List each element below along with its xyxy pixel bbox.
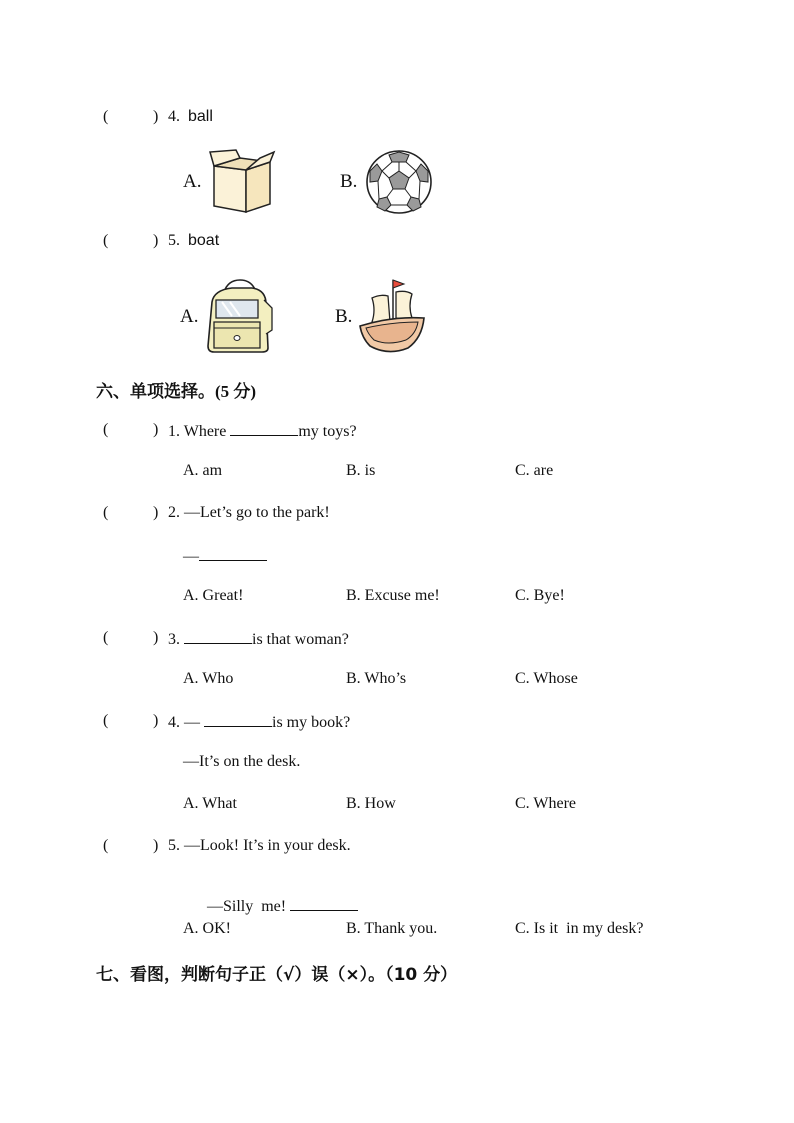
option-c: C. Whose bbox=[515, 670, 578, 687]
option-a: A. am bbox=[183, 462, 223, 479]
answer-paren-open: ( bbox=[103, 504, 109, 521]
reply-dash: — bbox=[183, 548, 199, 565]
option-c: C. are bbox=[515, 462, 554, 479]
answer-paren-close: ) bbox=[153, 837, 159, 854]
option-b: B. is bbox=[346, 462, 376, 479]
reply-text: —Silly me! bbox=[207, 898, 291, 915]
question-prompt: —Look! It’s in your desk. bbox=[184, 837, 351, 854]
option-b: B. Excuse me! bbox=[346, 587, 440, 604]
answer-paren-open: ( bbox=[103, 837, 109, 854]
question-number: 5. bbox=[168, 837, 180, 854]
box-icon bbox=[206, 148, 276, 216]
question-word: ball bbox=[188, 108, 213, 125]
answer-paren-open: ( bbox=[103, 108, 109, 125]
section-title-text: 六、单项选择。 bbox=[96, 382, 215, 402]
answer-paren-open: ( bbox=[103, 629, 109, 646]
reply-line bbox=[183, 546, 267, 566]
option-a: A. Who bbox=[183, 670, 234, 687]
answer-blank bbox=[184, 629, 252, 644]
question-number: 5. bbox=[168, 232, 180, 249]
option-b: B. Thank you. bbox=[346, 920, 438, 937]
answer-blank bbox=[204, 712, 272, 727]
option-c: C. Bye! bbox=[515, 587, 565, 604]
answer-paren-open: ( bbox=[103, 421, 109, 438]
option-label-b: B. bbox=[340, 171, 358, 192]
option-a: A. OK! bbox=[183, 920, 231, 937]
answer-paren-open: ( bbox=[103, 712, 109, 729]
answer-paren-close: ) bbox=[153, 504, 159, 521]
section-title-text: 七、看图，判断句子正（ bbox=[96, 965, 283, 985]
question-number: 4. bbox=[168, 108, 180, 125]
section-score: (5 分) bbox=[215, 382, 257, 401]
answer-paren-close: ) bbox=[153, 232, 159, 249]
section-title bbox=[96, 377, 256, 402]
section-7-title bbox=[96, 960, 457, 985]
backpack-icon bbox=[202, 278, 276, 354]
answer-paren-close: ) bbox=[153, 629, 159, 646]
question-number: 1. bbox=[168, 423, 180, 440]
section-title-mid: ）误（ bbox=[294, 965, 346, 985]
question-number: 3. bbox=[168, 631, 180, 648]
answer-blank bbox=[290, 896, 358, 911]
answer-blank bbox=[230, 421, 298, 436]
question-text bbox=[168, 629, 349, 649]
option-c: C. Is it in my desk? bbox=[515, 920, 644, 937]
option-a: A. What bbox=[183, 795, 237, 812]
question-text bbox=[168, 504, 330, 522]
question-suffix: my toys? bbox=[298, 423, 357, 440]
question-suffix: is that woman? bbox=[252, 631, 349, 648]
reply-line: —It’s on the desk. bbox=[183, 753, 301, 770]
question-text bbox=[168, 712, 350, 732]
option-a: A. Great! bbox=[183, 587, 244, 604]
answer-paren-close: ) bbox=[153, 421, 159, 438]
section-title-end: ）。（10 分） bbox=[359, 965, 458, 985]
question-text bbox=[168, 837, 351, 855]
option-label-b: B. bbox=[335, 306, 353, 327]
question-word: boat bbox=[188, 232, 220, 249]
question-prefix: — bbox=[184, 714, 204, 731]
answer-blank bbox=[199, 546, 267, 561]
question-suffix: is my book? bbox=[272, 714, 351, 731]
answer-paren-close: ) bbox=[153, 712, 159, 729]
answer-paren-close: ) bbox=[153, 108, 159, 125]
check-mark: √ bbox=[283, 965, 295, 985]
question-number: 2. bbox=[168, 504, 180, 521]
cross-mark: × bbox=[345, 965, 360, 985]
question-number: 4. bbox=[168, 714, 180, 731]
question-prompt: —Let’s go to the park! bbox=[184, 504, 330, 521]
answer-paren-open: ( bbox=[103, 232, 109, 249]
boat-icon bbox=[358, 276, 426, 358]
question-text bbox=[168, 421, 357, 441]
option-label-a: A. bbox=[180, 306, 199, 327]
question-prefix: Where bbox=[183, 423, 231, 440]
option-b: B. Who’s bbox=[346, 670, 407, 687]
soccer-ball-icon bbox=[365, 149, 433, 215]
option-b: B. How bbox=[346, 795, 396, 812]
option-label-a: A. bbox=[183, 171, 202, 192]
option-c: C. Where bbox=[515, 795, 577, 812]
